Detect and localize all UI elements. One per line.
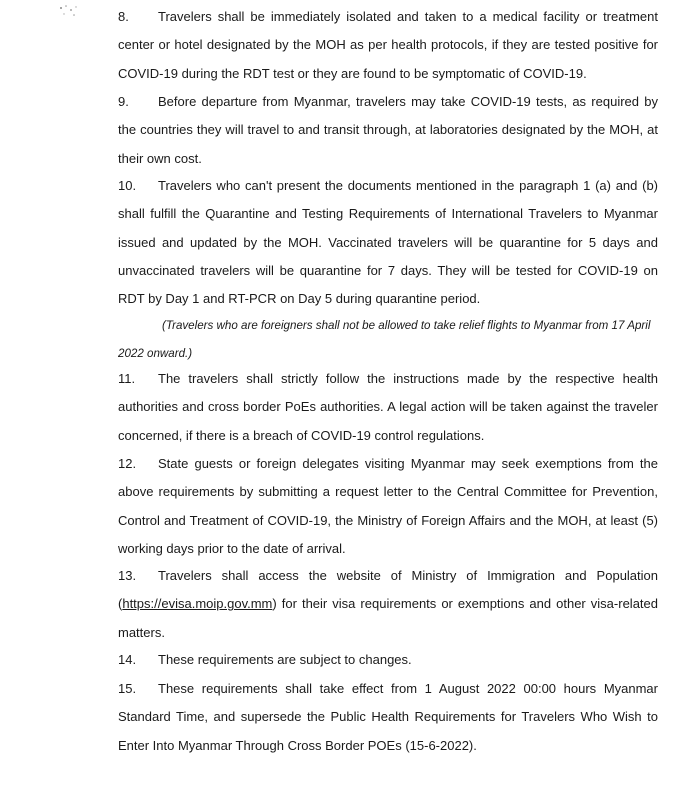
paragraph-10: [118, 172, 658, 313]
paragraph-text: These requirements are subject to changes.: [158, 652, 412, 667]
paragraph-text: Before departure from Myanmar, travelers may take COVID-19 tests, as required by the countries they will travel to and transit through, at laboratories designated by the MOH, at their own cost.: [118, 94, 658, 166]
paragraph-15: [118, 675, 658, 760]
paragraph-12: [118, 450, 658, 563]
paragraph-11: [118, 365, 658, 450]
paragraph-number: 14.: [118, 652, 137, 667]
paragraph-9: [118, 88, 658, 173]
paragraph-number: 8.: [118, 9, 129, 24]
paragraph-text: Travelers shall be immediately isolated and taken to a medical facility or treatment center or hotel designated by the MOH as per health protocols, if they are tested positive for COVID-19 during the RDT test or they are found to be symptomatic of COVID-19.: [118, 9, 658, 81]
paragraph-number: 12.: [118, 456, 137, 471]
paragraph-14: [118, 646, 658, 674]
paragraph-number: 13.: [118, 568, 137, 583]
paragraph-8: [118, 3, 658, 88]
paragraph-number: 10.: [118, 178, 137, 193]
paragraph-number: 15.: [118, 681, 137, 696]
foreigner-note: (Travelers who are foreigners shall not be allowed to take relief flights to Myanmar from 17 April 2022 onward.): [118, 319, 651, 361]
paragraph-text: These requirements shall take effect from 1 August 2022 00:00 hours Myanmar Standard Time, and supersede the Public Health Requirements for Travelers Who Wish to Enter Into Myanmar Through Cross Border POEs (15-6-2022).: [118, 681, 658, 753]
scan-speck: [58, 4, 80, 18]
paragraph-number: 9.: [118, 94, 129, 109]
paragraph-13: [118, 562, 658, 647]
paragraph-text-before: Travelers shall access the website of Ministry of Immigration and Population (: [118, 568, 658, 612]
paragraph-text: State guests or foreign delegates visiting Myanmar may seek exemptions from the above requirements by submitting a request letter to the Central Committee for Prevention, Control and Treatment of COVID-19, the Ministry of Foreign Affairs and the MOH, at least (5) working days prior to the date of arrival.: [118, 456, 658, 556]
paragraph-text-after: ) for their visa requirements or exemptions and other visa-related matters.: [118, 596, 658, 640]
paragraph-text: Travelers who can't present the documents mentioned in the paragraph 1 (a) and (b) shall fulfill the Quarantine and Testing Requirements of International Travelers to Myanmar issued and updated by the MOH. Vaccinated travelers will be quarantine for 5 days and unvaccinated travelers will be quarantine for 7 days. They will be tested for COVID-19 on RDT by Day 1 and RT-PCR on Day 5 during quarantine period.: [118, 178, 658, 307]
evisa-link[interactable]: https://evisa.moip.gov.mm: [122, 596, 273, 612]
paragraph-number: 11.: [118, 371, 136, 386]
paragraph-text: The travelers shall strictly follow the instructions made by the respective health authorities and cross border PoEs authorities. A legal action will be taken against the traveler concerned, if there is a breach of COVID-19 control regulations.: [118, 371, 658, 443]
